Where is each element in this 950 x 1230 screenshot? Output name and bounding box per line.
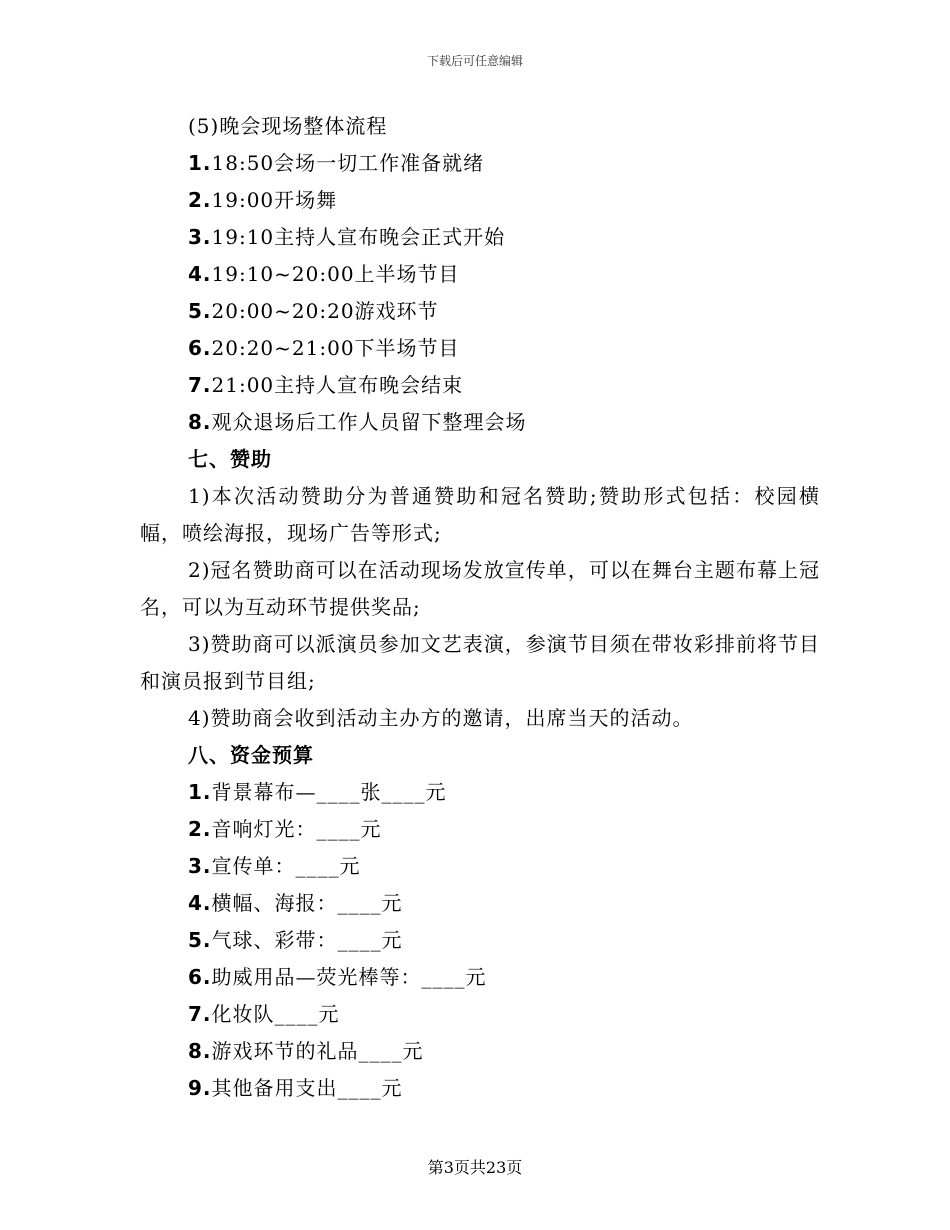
budget-item: [140, 959, 820, 996]
item-number: 4.: [188, 891, 212, 915]
item-text: 21:00主持人宣布晚会结束: [211, 373, 464, 397]
item-text: 音响灯光：____元: [211, 817, 382, 841]
sponsor-paragraph: 4)赞助商会收到活动主办方的邀请，出席当天的活动。: [188, 706, 694, 730]
flow-item: [140, 219, 820, 256]
sponsor-paragraph: 2)冠名赞助商可以在活动现场发放宣传单，可以在舞台主题布幕上冠名，可以为互动环节提供奖品;: [140, 558, 820, 619]
item-text: 宣传单：____元: [211, 854, 361, 878]
item-text: 观众退场后工作人员留下整理会场: [211, 410, 527, 434]
budget-item: [140, 811, 820, 848]
budget-item: [140, 922, 820, 959]
item-text: 20:00~20:20游戏环节: [211, 299, 439, 323]
flow-item: [140, 293, 820, 330]
item-number: 1.: [188, 151, 212, 175]
item-number: 6.: [188, 965, 212, 989]
item-number: 3.: [188, 225, 212, 249]
item-text: 19:10主持人宣布晚会正式开始: [211, 225, 506, 249]
item-text: 助威用品—荧光棒等：____元: [211, 965, 487, 989]
item-number: 3.: [188, 854, 212, 878]
budget-item: [140, 774, 820, 811]
budget-item: [140, 1070, 820, 1107]
page-header: 下载后可任意编辑: [426, 54, 523, 68]
budget-item: [140, 1033, 820, 1070]
item-number: 7.: [188, 1002, 212, 1026]
item-text: 气球、彩带：____元: [211, 928, 403, 952]
flow-item: [140, 145, 820, 182]
item-number: 2.: [188, 817, 212, 841]
item-text: 19:00开场舞: [211, 188, 338, 212]
page-footer: 第3页共23页: [427, 1158, 523, 1177]
item-number: 2.: [188, 188, 212, 212]
item-number: 9.: [188, 1076, 212, 1100]
budget-item: [140, 885, 820, 922]
item-number: 7.: [188, 373, 212, 397]
flow-item: [140, 404, 820, 441]
item-number: 8.: [188, 1039, 212, 1063]
sponsor-paragraph: 3)赞助商可以派演员参加文艺表演，参演节目须在带妆彩排前将节目和演员报到节目组;: [140, 632, 820, 693]
item-number: 6.: [188, 336, 212, 360]
item-text: 化妆队____元: [211, 1002, 340, 1026]
budget-item: [140, 848, 820, 885]
item-number: 1.: [188, 780, 212, 804]
sponsor-paragraph: 1)本次活动赞助分为普通赞助和冠名赞助;赞助形式包括：校园横幅，喷绘海报，现场广告等形式;: [140, 484, 820, 545]
item-text: 游戏环节的礼品____元: [211, 1039, 424, 1063]
flow-item: [140, 330, 820, 367]
item-number: 4.: [188, 262, 212, 286]
item-number: 5.: [188, 928, 212, 952]
item-text: 20:20~21:00下半场节目: [211, 336, 460, 360]
item-text: 19:10~20:00上半场节目: [211, 262, 460, 286]
item-number: 8.: [188, 410, 212, 434]
document-body: [140, 108, 820, 1107]
budget-item: [140, 996, 820, 1033]
item-text: 横幅、海报：____元: [211, 891, 403, 915]
flow-item: [140, 182, 820, 219]
item-text: 背景幕布—____张____元: [211, 780, 447, 804]
section-heading-sponsor: 七、赞助: [188, 447, 272, 471]
item-text: 其他备用支出____元: [211, 1076, 403, 1100]
item-number: 5.: [188, 299, 212, 323]
flow-item: [140, 256, 820, 293]
section-heading-budget: 八、资金预算: [188, 743, 314, 767]
section-title-flow: (5)晚会现场整体流程: [188, 114, 388, 138]
flow-item: [140, 367, 820, 404]
item-text: 18:50会场一切工作准备就绪: [211, 151, 485, 175]
